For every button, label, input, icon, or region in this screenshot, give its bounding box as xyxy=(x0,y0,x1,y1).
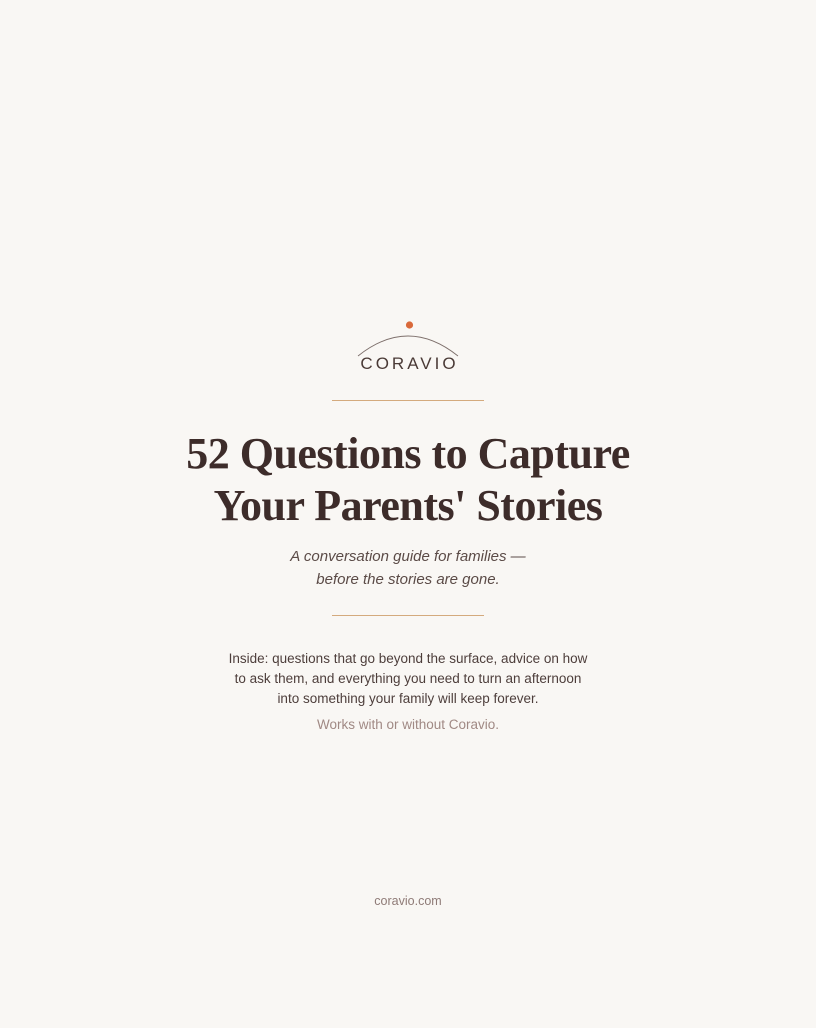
inside-line-3: into something your family will keep forever. xyxy=(277,691,539,706)
bottom-divider xyxy=(332,615,484,616)
brand-wordmark: CORAVIO xyxy=(360,354,459,373)
title-line-2: Your Parents' Stories xyxy=(213,481,603,530)
footer-url: coravio.com xyxy=(374,894,442,908)
document-subtitle xyxy=(208,545,608,591)
subtitle-line-2: before the stories are gone. xyxy=(316,571,500,588)
document-title xyxy=(108,428,708,532)
sunrise-arc-icon xyxy=(356,318,460,358)
inside-line-1: Inside: questions that go beyond the surface, advice on how xyxy=(228,651,588,666)
title-line-1: 52 Questions to Capture xyxy=(186,429,630,478)
top-divider xyxy=(332,400,484,401)
inside-line-2: to ask them, and everything you need to turn an afternoon xyxy=(234,671,582,686)
logo-arc xyxy=(358,336,458,356)
compatibility-note: Works with or without Coravio. xyxy=(316,717,500,732)
inside-description xyxy=(208,649,608,709)
subtitle-line-1: A conversation guide for families — xyxy=(290,548,526,565)
logo-sun-dot xyxy=(406,321,413,328)
brand-logo xyxy=(356,318,460,376)
